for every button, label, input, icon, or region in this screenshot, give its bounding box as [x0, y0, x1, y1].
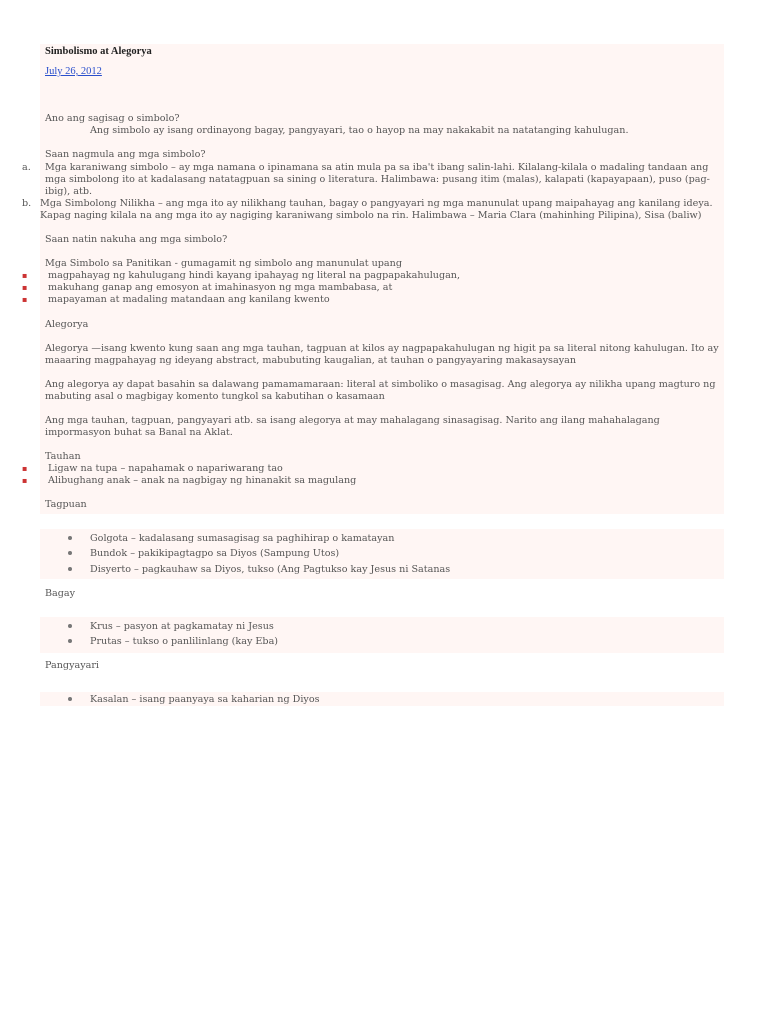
bagay-heading: Bagay: [45, 588, 76, 599]
origin-item-common: Mga karaniwang simbolo – ay mga namana o ipinamana sa atin mula pa sa iba't ibang salin-lahi. Kilalang-kilala o madaling tandaan ang mga simbolong ito at kadalasang natatagpuan sa sining o literatura. Halimbawa: pusang itim (malas), kalapati (kapayapaan), puso (pag-ibig), atb.: [45, 162, 710, 197]
tagpuan-item: Bundok – pakikipagtagpo sa Diyos (Sampung Utos): [90, 548, 340, 559]
pangyayari-item: Kasalan – isang paanyaya sa kaharian ng Diyos: [90, 694, 320, 705]
tagpuan-heading: Tagpuan: [45, 499, 87, 510]
origin-item-created: Mga Simbolong Nilikha – ang mga ito ay nilikhang tauhan, bagay o pangyayari ng mga manunulat upang maipahayag ang kanilang ideya. Kapag naging kilala na ang mga ito ay nagiging karaniwang simbolo na rin. Halimbawa – Maria Clara (mahinhing Pilipina), Sisa (baliw): [40, 198, 713, 221]
tauhan-item: Alibughang anak – anak na nagbigay ng hinanakit sa magulang: [48, 475, 357, 486]
purpose-item: mapayaman at madaling matandaan ang kanilang kwento: [48, 294, 330, 305]
bagay-item: Krus – pasyon at pagkamatay ni Jesus: [90, 621, 274, 632]
origin-marker-b: b.: [22, 198, 32, 209]
bullet-icon: [68, 639, 72, 643]
question-origin: Saan nagmula ang mga simbolo?: [45, 149, 206, 160]
bullet-icon: [68, 567, 72, 571]
purpose-item: makuhang ganap ang emosyon at imahinasyon ng mga mambabasa, at: [48, 282, 393, 293]
bagay-item: Prutas – tukso o panlilinlang (kay Eba): [90, 636, 279, 647]
bullet-icon: ▪: [22, 295, 28, 304]
alegorya-reading: Ang alegorya ay dapat basahin sa dalawang pamamamaraan: literal at simboliko o masagisag. Ang alegorya ay nilikha upang magturo ng mabuting asal o magbigay komento tungkol sa kabutihan o kasamaan: [45, 379, 716, 402]
pangyayari-heading: Pangyayari: [45, 660, 99, 671]
alegorya-definition: Alegorya —isang kwento kung saan ang mga tauhan, tagpuan at kilos ay nagpapakahulugan ng higit pa sa literal nitong kahulugan. Ito ay maaaring magpahayag ng ideyang abstract, mabubuting kaugalian, at tauhan o pangyayaring makasaysayan: [45, 343, 719, 366]
literature-intro: Mga Simbolo sa Panitikan - gumagamit ng simbolo ang manunulat upang: [45, 258, 402, 269]
symbol-definition: Ang simbolo ay isang ordinayong bagay, pangyayari, tao o hayop na may nakakabit na natatanging kahulugan.: [90, 125, 629, 136]
alegorya-heading: Alegorya: [45, 319, 89, 330]
bullet-icon: [68, 697, 72, 701]
document-title: Simbolismo at Alegorya: [45, 46, 152, 57]
post-date-link[interactable]: July 26, 2012: [45, 66, 102, 77]
origin-marker-a: a.: [22, 162, 31, 173]
bullet-icon: ▪: [22, 476, 28, 485]
tagpuan-item: Disyerto – pagkauhaw sa Diyos, tukso (Ang Pagtukso kay Jesus ni Satanas: [90, 564, 451, 575]
bullet-icon: [68, 536, 72, 540]
bullet-icon: ▪: [22, 271, 28, 280]
question-source: Saan natin nakuha ang mga simbolo?: [45, 234, 228, 245]
tauhan-heading: Tauhan: [45, 451, 81, 462]
bullet-icon: ▪: [22, 283, 28, 292]
purpose-item: magpahayag ng kahulugang hindi kayang ipahayag ng literal na pagpapakahulugan,: [48, 270, 461, 281]
question-symbol: Ano ang sagisag o simbolo?: [45, 113, 180, 124]
bullet-icon: ▪: [22, 464, 28, 473]
tagpuan-item: Golgota – kadalasang sumasagisag sa paghihirap o kamatayan: [90, 533, 395, 544]
bullet-icon: [68, 551, 72, 555]
bullet-icon: [68, 624, 72, 628]
tauhan-item: Ligaw na tupa – napahamak o napariwarang tao: [48, 463, 283, 474]
alegorya-bible-note: Ang mga tauhan, tagpuan, pangyayari atb. sa isang alegorya at may mahalagang sinasagisag. Narito ang ilang mahahalagang impormasyon buhat sa Banal na Aklat.: [45, 415, 660, 438]
